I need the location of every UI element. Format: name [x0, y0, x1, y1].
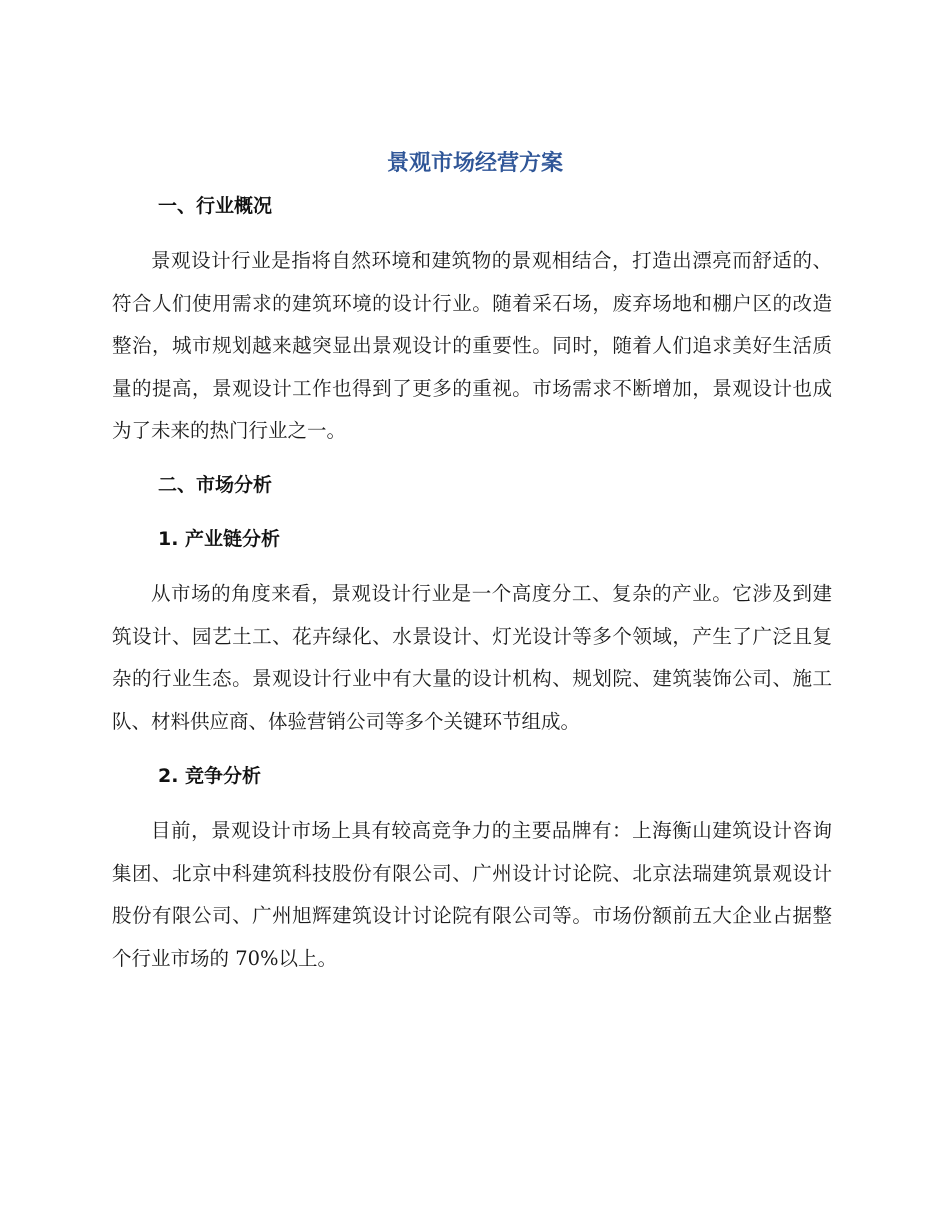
- document-title: 景观市场经营方案: [386, 151, 563, 176]
- paragraph-competition: 目前，景观设计市场上具有较高竞争力的主要品牌有：上海衡山建筑设计咨询集团、北京中科建筑科技股份有限公司、广州设计讨论院、北京法瑞建筑景观设计股份有限公司、广州旭辉建筑设计讨论院有限公司等。市场份额前五大企业占据整个行业市场的 70%以上。: [112, 819, 832, 970]
- paragraph-industry-chain: 从市场的角度来看，景观设计行业是一个高度分工、复杂的产业。它涉及到建筑设计、园艺土工、花卉绿化、水景设计、灯光设计等多个领域，产生了广泛且复杂的行业生态。景观设计行业中有大量的设计机构、规划院、建筑装饰公司、施工队、材料供应商、体验营销公司等多个关键环节组成。: [112, 582, 832, 733]
- section-heading-market-analysis: 二、市场分析: [158, 474, 273, 496]
- subsection-heading-competition: 2. 竞争分析: [158, 765, 262, 787]
- section-heading-industry-overview: 一、行业概况: [158, 195, 273, 217]
- paragraph-industry-overview: 景观设计行业是指将自然环境和建筑物的景观相结合，打造出漂亮而舒适的、符合人们使用需求的建筑环境的设计行业。随着采石场，废弃场地和棚户区的改造整治，城市规划越来越突显出景观设计的重要性。同时，随着人们追求美好生活质量的提高，景观设计工作也得到了更多的重视。市场需求不断增加，景观设计也成为了未来的热门行业之一。: [112, 249, 832, 442]
- subsection-heading-industry-chain: 1. 产业链分析: [158, 528, 281, 550]
